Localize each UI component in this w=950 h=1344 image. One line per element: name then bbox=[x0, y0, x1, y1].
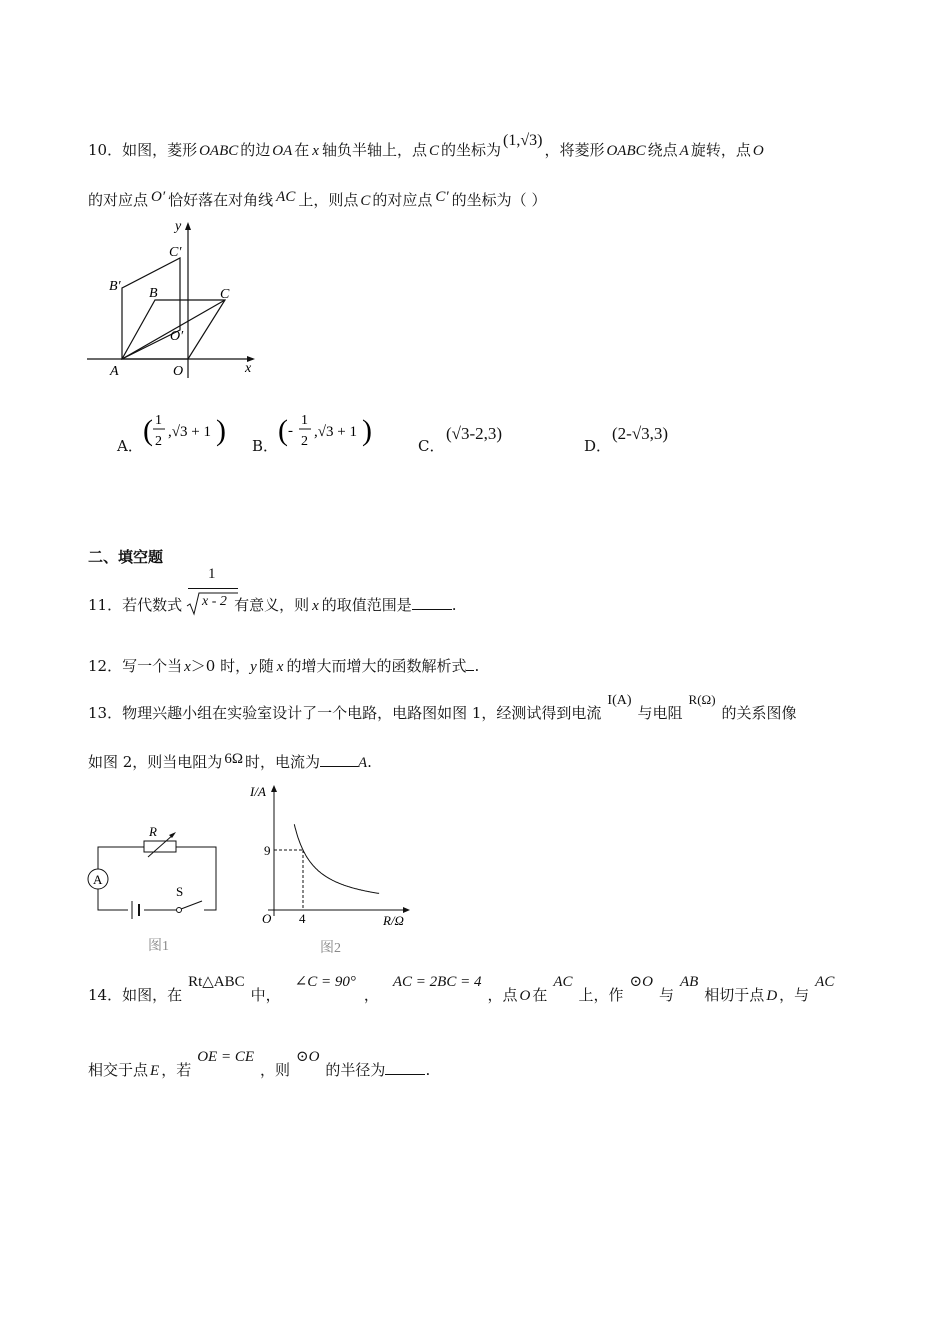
graph-origin: O bbox=[262, 911, 272, 926]
circuit-wire bbox=[98, 847, 216, 910]
graph-ylabel: I/A bbox=[250, 784, 266, 799]
coord-c: (1,√3) bbox=[503, 132, 543, 149]
q11-line: 11．若代数式 有意义，则 x 的取值范围是 . bbox=[88, 596, 457, 614]
caption-fig2: 图2 bbox=[320, 941, 341, 956]
circuit-figure bbox=[82, 822, 222, 957]
label-y: y bbox=[175, 219, 182, 234]
svg-text:,√3 + 1: ,√3 + 1 bbox=[168, 424, 211, 440]
option-d-math: (2-√3,3) bbox=[612, 424, 669, 443]
q14-line2: 相交于点 E ，若OE = CE，则⊙O的半径为 . bbox=[88, 1049, 431, 1079]
label-c: C bbox=[220, 287, 230, 302]
inverse-curve bbox=[294, 824, 379, 893]
svg-text:1: 1 bbox=[301, 413, 308, 428]
label-ammeter: A bbox=[93, 872, 103, 887]
q10-line1: 10．如图，菱形 OABC 的边 OA 在 x 轴负半轴上，点 C 的坐标为(1,√3)，将菱形 OABC 绕点 A 旋转，点 O bbox=[88, 132, 764, 159]
caption-fig1: 图1 bbox=[148, 939, 169, 954]
q14-line1: 14．如图，在Rt△ABC中，∠C = 90°，AC = 2BC = 4，点 O 在AC上，作⊙O与AB相切于点 D ，与AC bbox=[88, 974, 835, 1004]
label-r: R bbox=[149, 824, 157, 839]
q10-line2: 的对应点 O′ 恰好落在对角线 AC 上，则点 C 的对应点 C′ 的坐标为（ ） bbox=[88, 189, 547, 209]
section-title: 二、填空题 bbox=[88, 548, 164, 566]
current-resistance-graph bbox=[250, 780, 420, 958]
svg-text:-: - bbox=[288, 423, 293, 439]
svg-text:): ) bbox=[216, 414, 226, 447]
svg-text:(: ( bbox=[278, 414, 288, 447]
graph-tick-y: 9 bbox=[264, 843, 271, 858]
q12-line: 12．写一个当 x＞0 时，y 随 x 的增大而增大的函数解析式 . bbox=[88, 657, 480, 675]
option-b[interactable]: B． bbox=[252, 437, 279, 455]
q11-fraction: 1 x - 2 bbox=[186, 566, 240, 618]
svg-text:,√3 + 1: ,√3 + 1 bbox=[314, 424, 357, 440]
graph-xlabel: R/Ω bbox=[383, 913, 404, 928]
option-b-math bbox=[278, 404, 378, 454]
q13-line2: 如图 2，则当电阻为 6Ω 时，电流为 A. bbox=[88, 751, 372, 771]
svg-text:2: 2 bbox=[155, 434, 162, 449]
option-c[interactable]: C． bbox=[418, 437, 445, 455]
label-x: x bbox=[245, 361, 252, 376]
label-a: A bbox=[110, 364, 119, 379]
label-cprime: C′ bbox=[169, 245, 182, 260]
label-o: O bbox=[173, 364, 184, 379]
label-b: B bbox=[149, 286, 158, 301]
svg-text:2: 2 bbox=[301, 434, 308, 449]
option-d[interactable]: D． bbox=[584, 437, 612, 455]
option-a[interactable]: A． bbox=[117, 437, 143, 455]
svg-text:): ) bbox=[362, 414, 372, 447]
label-oprime: O′ bbox=[170, 329, 184, 344]
label-bprime: B′ bbox=[109, 279, 121, 294]
svg-text:(: ( bbox=[143, 414, 153, 447]
q10-rhombus-figure bbox=[85, 218, 270, 380]
option-c-math: (√3-2,3) bbox=[446, 424, 503, 443]
y-axis-arrow bbox=[185, 222, 191, 230]
q14-blank[interactable] bbox=[385, 1060, 425, 1075]
q13-blank[interactable] bbox=[320, 752, 358, 767]
q11-blank[interactable] bbox=[412, 595, 452, 610]
svg-text:1: 1 bbox=[155, 413, 162, 428]
option-a-math bbox=[143, 404, 233, 454]
switch-pivot bbox=[177, 908, 182, 913]
graph-tick-x: 4 bbox=[299, 911, 306, 926]
label-s: S bbox=[176, 884, 184, 899]
q13-line1: 13．物理兴趣小组在实验室设计了一个电路，电路图如图 1，经测试得到电流I(A)与电阻R(Ω)的关系图像 bbox=[88, 692, 797, 722]
